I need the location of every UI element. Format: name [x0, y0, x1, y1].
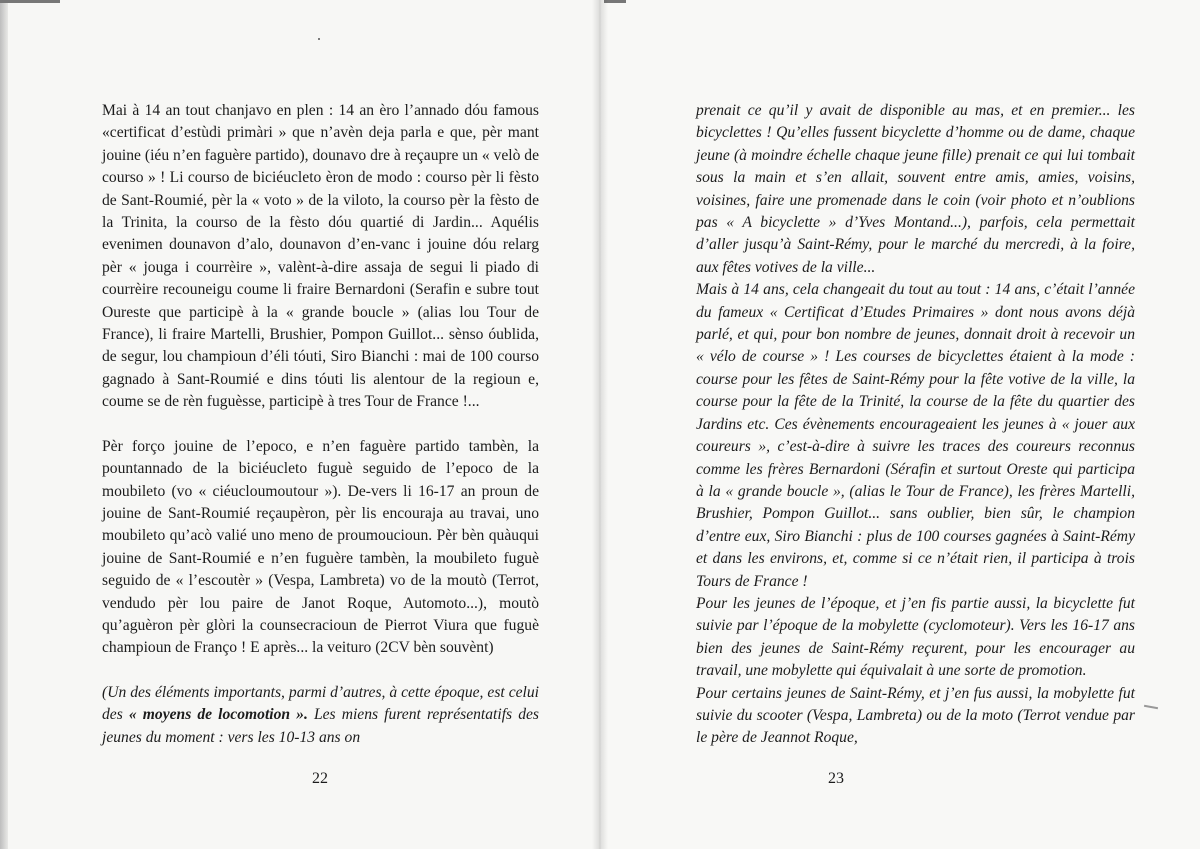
- italic-bold-text: « moyens de locomotion ».: [128, 706, 308, 724]
- book-gutter: [592, 0, 608, 849]
- right-paragraph-1: prenait ce qu’il y avait de disponible au mas, et en premier... les bicyclettes ! Qu’elles fussent bicyclette d’homme ou de dame, chaque jeune (à moindre échelle chaque jeune fille) prenait ce qui lui tombait sous la main et s’en allait, souvent entre amis, amies, voisins, voisines, faire une promenade dans le coin (voir photo et n’oublions pas « A bicyclette » d’Yves Montand...), parfois, cela permettait d’aller jusqu’à Saint-Rémy, pour le marché du mercredi, à la foire, aux fêtes votives de la ville...: [696, 102, 1135, 276]
- scan-speck: [318, 38, 320, 40]
- right-page-text: [696, 100, 1135, 750]
- right-paragraph-4: Pour certains jeunes de Saint-Rémy, et j’en fus aussi, la mobylette fut suivie du scooter (Vespa, Lambreta) ou de la moto (Terrot vendue par le père de Jeannot Roque,: [696, 684, 1135, 747]
- left-paragraph-2: Pèr forço jouine de l’epoco, e n’en faguère partido tambèn, la pountannado de la biciéucleto fuguè seguido de l’epoco de la moubileto (vo « ciéucloumoutour »). De-vers li 16-17 an proun de jouine de Sant-Roumié reçaupèron, pèr lis encouraja au travai, uno moubileto qu’acò valié uno meno de proumoucioun. Pèr bèn quàuqui jouine de Sant-Roumié e n’en fuguère tambèn, la moubileto fuguè seguido de « l’escoutèr » (Vespa, Lambreta) vo de la moutò (Terrot, vendudo pèr lou paire de Janot Roque, Automoto...), moutò qu’aguèron pèr glòri la counsecracioun de Pierrot Viura que fuguè champioun de Franço ! E après... la veituro (2CV bèn souvènt): [102, 437, 539, 657]
- page-number-left: 22: [312, 770, 328, 787]
- page-edge-shadow: [0, 0, 8, 849]
- right-paragraph-3: Pour les jeunes de l’époque, et j’en fis partie aussi, la bicyclette fut suivie par l’époque de la mobylette (cyclomoteur). Vers les 16-17 ans bien des jeunes de Saint-Rémy reçurent, pour les encourager au travail, une mobylette qui équivalait à une sorte de promotion.: [696, 594, 1135, 680]
- right-page: [600, 0, 1200, 849]
- italic-text-end: Les miens furent représentatifs des jeunes du moment : vers les 10-13 ans on: [102, 706, 539, 746]
- scan-speck-right: [1144, 705, 1158, 709]
- left-paragraph-1: Mai à 14 an tout chanjavo en plen : 14 an èro l’annado dóu famous «certificat d’estùdi primàri » que n’avèn deja parla e que, pèr mant jouine (iéu n’en faguère partido), dounavo dre à reçaupre un « velò de courso » ! Li courso de biciéucleto èron de modo : courso pèr li fèsto de Sant-Roumié, pèr la « voto » de la viloto, la courso pèr la fèsto de la Trinita, la courso de la fèsto dóu quartié di Jardin... Aquélis evenimen dounavon d’alo, dounavon d’en-vanc i jouine dóu relarg pèr « jouga i courrèire », valènt-à-dire assaja de segui li piado di courrèire recouneigu coume li fraire Bernardoni (Serafin e subre tout Oureste que participè à la « grande boucle » (alias lou Tour de France), li fraire Martelli, Brushier, Pompon Guillot... sènso óublida, de segur, lou champioun d’éli tóuti, Siro Bianchi : mai de 100 courso gagnado à Sant-Roumié e dins tóuti lis alentour de la regioun e, coume se de rèn fuguèsse, participè à tres Tour de France !...: [102, 102, 539, 411]
- page-number-right: 23: [828, 770, 844, 787]
- right-paragraph-2: Mais à 14 ans, cela changeait du tout au tout : 14 ans, c’était l’année du fameux « Certificat d’Etudes Primaires » dont nous avons déjà parlé, et qui, pour bon nombre de jeunes, donnait droit à recevoir un « vélo de course » ! Les courses de bicyclettes étaient à la mode : course pour les fêtes de Saint-Rémy pour la fête votive de la ville, la course pour la fête de la Trinité, la course de la fête du quartier des Jardins etc. Ces évènements encourageaient les jeunes à « jouer aux coureurs », c’est-à-dire à suivre les traces des coureurs reconnus comme les frères Bernardoni (Sérafin et surtout Oreste qui participa à la « grande boucle », (alias le Tour de France), les frères Martelli, Brushier, Pompon Guillot... sans oublier, bien sûr, le champion d’entre eux, Siro Bianchi : plus de 100 courses gagnées à Saint-Rémy et dans les environs, et, comme si ce n’était rien, il participa à trois Tours de France !: [696, 281, 1135, 590]
- italic-text-start: (Un des éléments importants, parmi d’autres, à cette époque, est celui des: [102, 683, 539, 724]
- left-page-text: [102, 100, 539, 749]
- scan-top-mark: [0, 0, 60, 3]
- left-italic-paragraph: [102, 682, 539, 749]
